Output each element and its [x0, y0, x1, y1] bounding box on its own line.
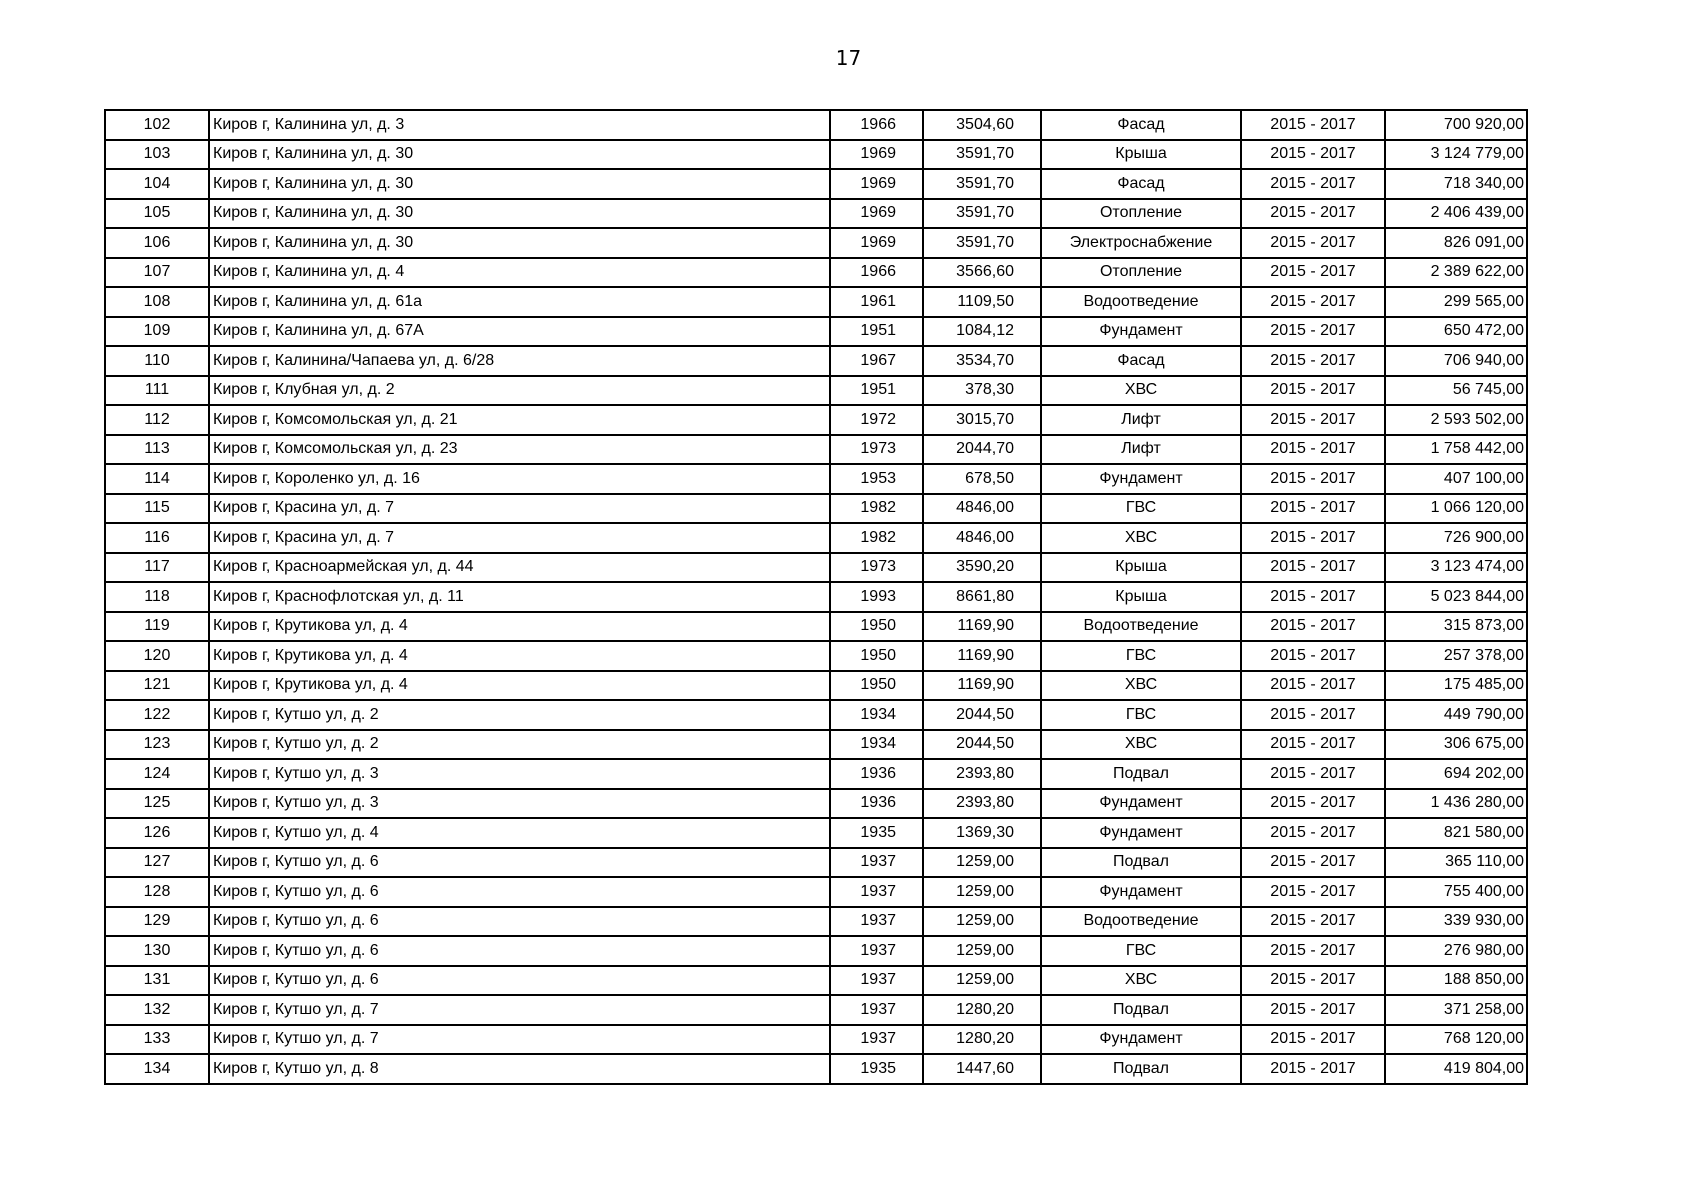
build-year-cell: 1969 — [830, 169, 923, 199]
row-number-cell: 116 — [105, 523, 209, 553]
period-cell: 2015 - 2017 — [1241, 995, 1385, 1025]
table-row — [105, 1054, 1527, 1084]
work-type-cell: ГВС — [1041, 936, 1241, 966]
period-cell: 2015 - 2017 — [1241, 877, 1385, 907]
build-year-cell: 1937 — [830, 877, 923, 907]
cost-cell: 419 804,00 — [1385, 1054, 1527, 1084]
build-year-cell: 1950 — [830, 612, 923, 642]
build-year-cell: 1966 — [830, 258, 923, 288]
address-cell: Киров г, Крутикова ул, д. 4 — [209, 671, 830, 701]
cost-cell: 2 406 439,00 — [1385, 199, 1527, 229]
work-type-cell: Крыша — [1041, 582, 1241, 612]
table-row — [105, 1025, 1527, 1055]
period-cell: 2015 - 2017 — [1241, 848, 1385, 878]
address-cell: Киров г, Кутшо ул, д. 6 — [209, 936, 830, 966]
row-number-cell: 104 — [105, 169, 209, 199]
area-cell: 1447,60 — [923, 1054, 1041, 1084]
table-row — [105, 641, 1527, 671]
area-cell: 3566,60 — [923, 258, 1041, 288]
table-row — [105, 700, 1527, 730]
period-cell: 2015 - 2017 — [1241, 789, 1385, 819]
work-type-cell: Водоотведение — [1041, 907, 1241, 937]
build-year-cell: 1972 — [830, 405, 923, 435]
table-body — [105, 110, 1527, 1084]
area-cell: 3591,70 — [923, 169, 1041, 199]
build-year-cell: 1953 — [830, 464, 923, 494]
area-cell: 3591,70 — [923, 140, 1041, 170]
period-cell: 2015 - 2017 — [1241, 435, 1385, 465]
address-cell: Киров г, Калинина ул, д. 30 — [209, 169, 830, 199]
work-type-cell: ХВС — [1041, 966, 1241, 996]
row-number-cell: 133 — [105, 1025, 209, 1055]
cost-cell: 826 091,00 — [1385, 228, 1527, 258]
cost-cell: 821 580,00 — [1385, 818, 1527, 848]
cost-cell: 718 340,00 — [1385, 169, 1527, 199]
work-type-cell: Подвал — [1041, 995, 1241, 1025]
area-cell: 1259,00 — [923, 877, 1041, 907]
build-year-cell: 1935 — [830, 1054, 923, 1084]
address-cell: Киров г, Кутшо ул, д. 6 — [209, 907, 830, 937]
work-type-cell: Отопление — [1041, 199, 1241, 229]
cost-cell: 1 066 120,00 — [1385, 494, 1527, 524]
build-year-cell: 1973 — [830, 435, 923, 465]
period-cell: 2015 - 2017 — [1241, 1025, 1385, 1055]
build-year-cell: 1937 — [830, 907, 923, 937]
table-row — [105, 612, 1527, 642]
row-number-cell: 107 — [105, 258, 209, 288]
cost-cell: 407 100,00 — [1385, 464, 1527, 494]
table-row — [105, 936, 1527, 966]
table-row — [105, 789, 1527, 819]
period-cell: 2015 - 2017 — [1241, 553, 1385, 583]
build-year-cell: 1969 — [830, 228, 923, 258]
area-cell: 1259,00 — [923, 936, 1041, 966]
row-number-cell: 119 — [105, 612, 209, 642]
table-row — [105, 435, 1527, 465]
page-number: 17 — [835, 46, 862, 70]
row-number-cell: 117 — [105, 553, 209, 583]
work-type-cell: Крыша — [1041, 553, 1241, 583]
build-year-cell: 1937 — [830, 936, 923, 966]
row-number-cell: 114 — [105, 464, 209, 494]
address-cell: Киров г, Калинина/Чапаева ул, д. 6/28 — [209, 346, 830, 376]
work-type-cell: Водоотведение — [1041, 287, 1241, 317]
work-type-cell: Подвал — [1041, 759, 1241, 789]
period-cell: 2015 - 2017 — [1241, 1054, 1385, 1084]
period-cell: 2015 - 2017 — [1241, 907, 1385, 937]
cost-cell: 755 400,00 — [1385, 877, 1527, 907]
table-row — [105, 169, 1527, 199]
cost-cell: 650 472,00 — [1385, 317, 1527, 347]
address-cell: Киров г, Клубная ул, д. 2 — [209, 376, 830, 406]
table-row — [105, 730, 1527, 760]
address-cell: Киров г, Крутикова ул, д. 4 — [209, 641, 830, 671]
area-cell: 3504,60 — [923, 110, 1041, 140]
work-type-cell: Фасад — [1041, 110, 1241, 140]
area-cell: 3534,70 — [923, 346, 1041, 376]
period-cell: 2015 - 2017 — [1241, 346, 1385, 376]
table-row — [105, 995, 1527, 1025]
build-year-cell: 1951 — [830, 376, 923, 406]
period-cell: 2015 - 2017 — [1241, 818, 1385, 848]
row-number-cell: 128 — [105, 877, 209, 907]
period-cell: 2015 - 2017 — [1241, 966, 1385, 996]
area-cell: 1169,90 — [923, 641, 1041, 671]
cost-cell: 257 378,00 — [1385, 641, 1527, 671]
address-cell: Киров г, Калинина ул, д. 30 — [209, 140, 830, 170]
work-type-cell: Фундамент — [1041, 464, 1241, 494]
cost-cell: 3 124 779,00 — [1385, 140, 1527, 170]
build-year-cell: 1937 — [830, 995, 923, 1025]
area-cell: 1109,50 — [923, 287, 1041, 317]
area-cell: 2044,70 — [923, 435, 1041, 465]
address-cell: Киров г, Калинина ул, д. 30 — [209, 199, 830, 229]
cost-cell: 188 850,00 — [1385, 966, 1527, 996]
row-number-cell: 106 — [105, 228, 209, 258]
row-number-cell: 108 — [105, 287, 209, 317]
address-cell: Киров г, Красноармейская ул, д. 44 — [209, 553, 830, 583]
table-row — [105, 818, 1527, 848]
address-cell: Киров г, Кутшо ул, д. 3 — [209, 789, 830, 819]
area-cell: 2393,80 — [923, 789, 1041, 819]
cost-cell: 56 745,00 — [1385, 376, 1527, 406]
cost-cell: 5 023 844,00 — [1385, 582, 1527, 612]
work-type-cell: ГВС — [1041, 641, 1241, 671]
cost-cell: 3 123 474,00 — [1385, 553, 1527, 583]
cost-cell: 299 565,00 — [1385, 287, 1527, 317]
period-cell: 2015 - 2017 — [1241, 612, 1385, 642]
area-cell: 678,50 — [923, 464, 1041, 494]
period-cell: 2015 - 2017 — [1241, 169, 1385, 199]
address-cell: Киров г, Кутшо ул, д. 6 — [209, 877, 830, 907]
build-year-cell: 1982 — [830, 494, 923, 524]
address-cell: Киров г, Кутшо ул, д. 3 — [209, 759, 830, 789]
row-number-cell: 105 — [105, 199, 209, 229]
address-cell: Киров г, Кутшо ул, д. 6 — [209, 966, 830, 996]
build-year-cell: 1935 — [830, 818, 923, 848]
build-year-cell: 1934 — [830, 700, 923, 730]
address-cell: Киров г, Комсомольская ул, д. 23 — [209, 435, 830, 465]
cost-cell: 175 485,00 — [1385, 671, 1527, 701]
row-number-cell: 115 — [105, 494, 209, 524]
table-row — [105, 140, 1527, 170]
period-cell: 2015 - 2017 — [1241, 317, 1385, 347]
address-cell: Киров г, Калинина ул, д. 67А — [209, 317, 830, 347]
cost-cell: 700 920,00 — [1385, 110, 1527, 140]
cost-cell: 449 790,00 — [1385, 700, 1527, 730]
area-cell: 1169,90 — [923, 671, 1041, 701]
build-year-cell: 1967 — [830, 346, 923, 376]
area-cell: 3591,70 — [923, 228, 1041, 258]
area-cell: 1084,12 — [923, 317, 1041, 347]
build-year-cell: 1937 — [830, 966, 923, 996]
row-number-cell: 103 — [105, 140, 209, 170]
row-number-cell: 132 — [105, 995, 209, 1025]
table-row — [105, 966, 1527, 996]
period-cell: 2015 - 2017 — [1241, 464, 1385, 494]
build-year-cell: 1961 — [830, 287, 923, 317]
table-row — [105, 877, 1527, 907]
work-type-cell: ХВС — [1041, 376, 1241, 406]
area-cell: 2044,50 — [923, 730, 1041, 760]
table-row — [105, 553, 1527, 583]
table-row — [105, 376, 1527, 406]
work-type-cell: Фасад — [1041, 346, 1241, 376]
area-cell: 1259,00 — [923, 907, 1041, 937]
period-cell: 2015 - 2017 — [1241, 110, 1385, 140]
row-number-cell: 131 — [105, 966, 209, 996]
work-type-cell: Фундамент — [1041, 789, 1241, 819]
period-cell: 2015 - 2017 — [1241, 287, 1385, 317]
build-year-cell: 1969 — [830, 140, 923, 170]
cost-cell: 306 675,00 — [1385, 730, 1527, 760]
work-type-cell: Отопление — [1041, 258, 1241, 288]
address-cell: Киров г, Калинина ул, д. 61а — [209, 287, 830, 317]
area-cell: 3590,20 — [923, 553, 1041, 583]
work-type-cell: ГВС — [1041, 494, 1241, 524]
area-cell: 378,30 — [923, 376, 1041, 406]
build-year-cell: 1937 — [830, 1025, 923, 1055]
table-row — [105, 258, 1527, 288]
address-cell: Киров г, Кутшо ул, д. 7 — [209, 1025, 830, 1055]
table-row — [105, 287, 1527, 317]
table-row — [105, 317, 1527, 347]
cost-cell: 768 120,00 — [1385, 1025, 1527, 1055]
work-type-cell: ХВС — [1041, 523, 1241, 553]
period-cell: 2015 - 2017 — [1241, 730, 1385, 760]
cost-cell: 2 593 502,00 — [1385, 405, 1527, 435]
table-row — [105, 405, 1527, 435]
address-cell: Киров г, Кутшо ул, д. 4 — [209, 818, 830, 848]
area-cell: 4846,00 — [923, 523, 1041, 553]
row-number-cell: 123 — [105, 730, 209, 760]
cost-cell: 365 110,00 — [1385, 848, 1527, 878]
address-cell: Киров г, Калинина ул, д. 4 — [209, 258, 830, 288]
build-year-cell: 1950 — [830, 671, 923, 701]
area-cell: 8661,80 — [923, 582, 1041, 612]
row-number-cell: 120 — [105, 641, 209, 671]
period-cell: 2015 - 2017 — [1241, 700, 1385, 730]
cost-cell: 276 980,00 — [1385, 936, 1527, 966]
work-type-cell: Лифт — [1041, 405, 1241, 435]
build-year-cell: 1982 — [830, 523, 923, 553]
address-cell: Киров г, Крутикова ул, д. 4 — [209, 612, 830, 642]
cost-cell: 706 940,00 — [1385, 346, 1527, 376]
work-type-cell: Фундамент — [1041, 877, 1241, 907]
cost-cell: 315 873,00 — [1385, 612, 1527, 642]
period-cell: 2015 - 2017 — [1241, 641, 1385, 671]
period-cell: 2015 - 2017 — [1241, 671, 1385, 701]
work-type-cell: Электроснабжение — [1041, 228, 1241, 258]
address-cell: Киров г, Короленко ул, д. 16 — [209, 464, 830, 494]
address-cell: Киров г, Калинина ул, д. 3 — [209, 110, 830, 140]
period-cell: 2015 - 2017 — [1241, 759, 1385, 789]
work-type-cell: Фасад — [1041, 169, 1241, 199]
period-cell: 2015 - 2017 — [1241, 523, 1385, 553]
area-cell: 1280,20 — [923, 1025, 1041, 1055]
row-number-cell: 122 — [105, 700, 209, 730]
period-cell: 2015 - 2017 — [1241, 199, 1385, 229]
row-number-cell: 126 — [105, 818, 209, 848]
row-number-cell: 113 — [105, 435, 209, 465]
row-number-cell: 118 — [105, 582, 209, 612]
area-cell: 1369,30 — [923, 818, 1041, 848]
table-row — [105, 494, 1527, 524]
work-type-cell: Подвал — [1041, 1054, 1241, 1084]
build-year-cell: 1950 — [830, 641, 923, 671]
row-number-cell: 125 — [105, 789, 209, 819]
address-cell: Киров г, Комсомольская ул, д. 21 — [209, 405, 830, 435]
work-type-cell: ГВС — [1041, 700, 1241, 730]
address-cell: Киров г, Калинина ул, д. 30 — [209, 228, 830, 258]
period-cell: 2015 - 2017 — [1241, 582, 1385, 612]
cost-cell: 2 389 622,00 — [1385, 258, 1527, 288]
table-row — [105, 228, 1527, 258]
table-row — [105, 671, 1527, 701]
work-type-cell: Фундамент — [1041, 317, 1241, 347]
address-cell: Киров г, Кутшо ул, д. 2 — [209, 730, 830, 760]
row-number-cell: 109 — [105, 317, 209, 347]
table-row — [105, 110, 1527, 140]
cost-cell: 1 758 442,00 — [1385, 435, 1527, 465]
period-cell: 2015 - 2017 — [1241, 228, 1385, 258]
area-cell: 1259,00 — [923, 848, 1041, 878]
table-row — [105, 759, 1527, 789]
cost-cell: 694 202,00 — [1385, 759, 1527, 789]
build-year-cell: 1936 — [830, 789, 923, 819]
cost-cell: 726 900,00 — [1385, 523, 1527, 553]
row-number-cell: 110 — [105, 346, 209, 376]
area-cell: 4846,00 — [923, 494, 1041, 524]
build-year-cell: 1936 — [830, 759, 923, 789]
area-cell: 1259,00 — [923, 966, 1041, 996]
row-number-cell: 112 — [105, 405, 209, 435]
work-type-cell: Водоотведение — [1041, 612, 1241, 642]
period-cell: 2015 - 2017 — [1241, 376, 1385, 406]
build-year-cell: 1937 — [830, 848, 923, 878]
area-cell: 1280,20 — [923, 995, 1041, 1025]
address-cell: Киров г, Краснофлотская ул, д. 11 — [209, 582, 830, 612]
area-cell: 3591,70 — [923, 199, 1041, 229]
build-year-cell: 1969 — [830, 199, 923, 229]
work-type-cell: Крыша — [1041, 140, 1241, 170]
build-year-cell: 1934 — [830, 730, 923, 760]
area-cell: 2044,50 — [923, 700, 1041, 730]
period-cell: 2015 - 2017 — [1241, 936, 1385, 966]
work-type-cell: ХВС — [1041, 730, 1241, 760]
table-row — [105, 523, 1527, 553]
address-cell: Киров г, Кутшо ул, д. 6 — [209, 848, 830, 878]
cost-cell: 1 436 280,00 — [1385, 789, 1527, 819]
work-type-cell: Лифт — [1041, 435, 1241, 465]
table-row — [105, 848, 1527, 878]
build-year-cell: 1993 — [830, 582, 923, 612]
row-number-cell: 102 — [105, 110, 209, 140]
table-row — [105, 907, 1527, 937]
address-cell: Киров г, Кутшо ул, д. 8 — [209, 1054, 830, 1084]
period-cell: 2015 - 2017 — [1241, 140, 1385, 170]
work-type-cell: Фундамент — [1041, 1025, 1241, 1055]
table-row — [105, 346, 1527, 376]
build-year-cell: 1973 — [830, 553, 923, 583]
row-number-cell: 130 — [105, 936, 209, 966]
address-cell: Киров г, Кутшо ул, д. 7 — [209, 995, 830, 1025]
period-cell: 2015 - 2017 — [1241, 258, 1385, 288]
address-cell: Киров г, Красина ул, д. 7 — [209, 523, 830, 553]
row-number-cell: 121 — [105, 671, 209, 701]
area-cell: 1169,90 — [923, 612, 1041, 642]
row-number-cell: 134 — [105, 1054, 209, 1084]
table-row — [105, 464, 1527, 494]
row-number-cell: 127 — [105, 848, 209, 878]
area-cell: 3015,70 — [923, 405, 1041, 435]
address-cell: Киров г, Красина ул, д. 7 — [209, 494, 830, 524]
period-cell: 2015 - 2017 — [1241, 494, 1385, 524]
work-type-cell: Фундамент — [1041, 818, 1241, 848]
area-cell: 2393,80 — [923, 759, 1041, 789]
period-cell: 2015 - 2017 — [1241, 405, 1385, 435]
housing-repair-table — [104, 109, 1528, 1085]
table-row — [105, 199, 1527, 229]
build-year-cell: 1951 — [830, 317, 923, 347]
row-number-cell: 129 — [105, 907, 209, 937]
work-type-cell: ХВС — [1041, 671, 1241, 701]
work-type-cell: Подвал — [1041, 848, 1241, 878]
row-number-cell: 124 — [105, 759, 209, 789]
row-number-cell: 111 — [105, 376, 209, 406]
table-row — [105, 582, 1527, 612]
cost-cell: 339 930,00 — [1385, 907, 1527, 937]
build-year-cell: 1966 — [830, 110, 923, 140]
cost-cell: 371 258,00 — [1385, 995, 1527, 1025]
address-cell: Киров г, Кутшо ул, д. 2 — [209, 700, 830, 730]
